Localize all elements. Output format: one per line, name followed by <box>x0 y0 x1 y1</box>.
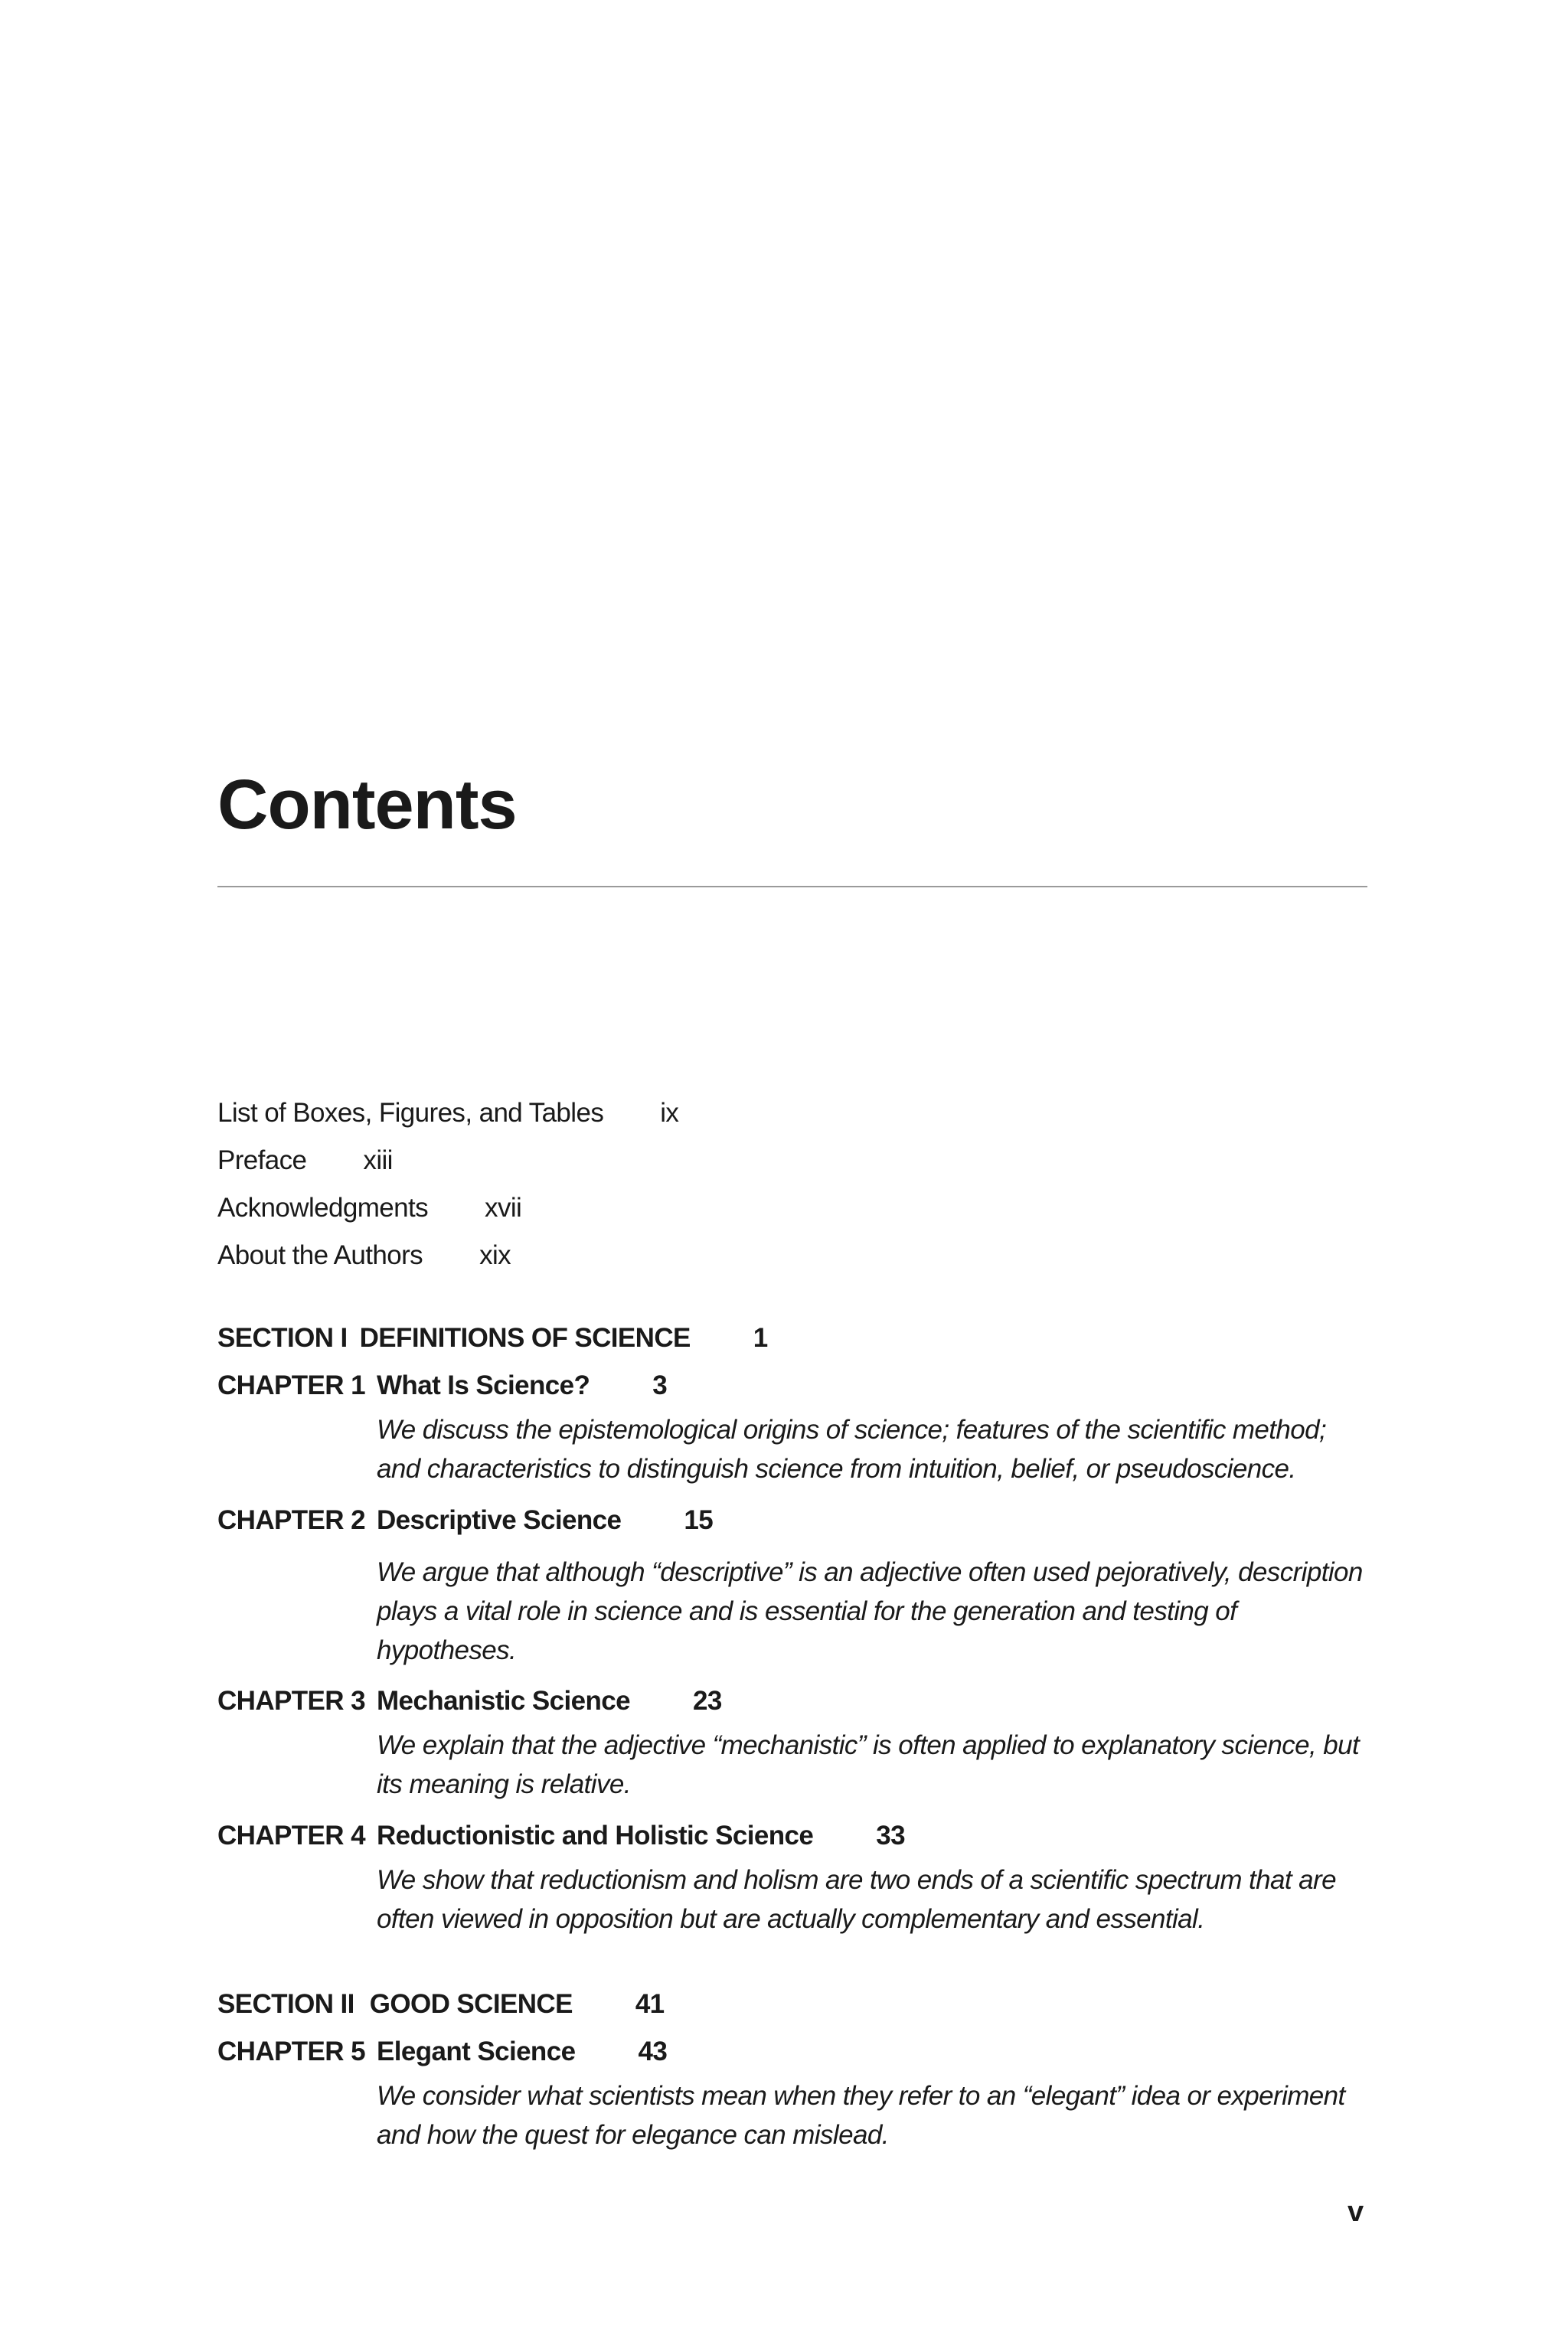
chapter-label: CHAPTER 3 <box>217 1686 365 1716</box>
toc-section-1[interactable] <box>217 1325 768 1351</box>
toc-entry-list-of-boxes[interactable] <box>217 1099 678 1126</box>
toc-entry-label: About the Authors <box>217 1240 423 1270</box>
chapter-title: Elegant Science <box>377 2037 576 2066</box>
toc-entry-page: ix <box>660 1098 679 1128</box>
toc-entry-label: Acknowledgments <box>217 1193 429 1223</box>
chapter-description: We argue that although “descriptive” is an adjective often used pejoratively, description plays a vital role in science and is essential for the generation and testing of hypotheses. <box>377 1557 1363 1665</box>
section-title: DEFINITIONS OF SCIENCE <box>359 1323 691 1353</box>
section-page: 1 <box>753 1323 768 1353</box>
toc-entry-page: xvii <box>485 1193 522 1223</box>
toc-entry-about-authors[interactable] <box>217 1242 511 1269</box>
section-label: SECTION I <box>217 1323 348 1353</box>
chapter-label: CHAPTER 4 <box>217 1821 365 1851</box>
chapter-title: Mechanistic Science <box>377 1686 630 1716</box>
chapter-page: 15 <box>684 1505 714 1535</box>
section-page: 41 <box>635 1989 665 2019</box>
toc-entry-preface[interactable] <box>217 1147 393 1174</box>
chapter-description: We consider what scientists mean when they refer to an “elegant” idea or experiment and how the quest for elegance can mislead. <box>377 2081 1345 2150</box>
page-title: Contents <box>217 766 517 844</box>
chapter-page: 23 <box>692 1686 722 1716</box>
chapter-title: Reductionistic and Holistic Science <box>377 1821 814 1851</box>
chapter-label: CHAPTER 2 <box>217 1505 365 1535</box>
toc-entry-label: Preface <box>217 1145 307 1175</box>
toc-entry-page: xiii <box>363 1145 393 1175</box>
toc-chapter-2[interactable] <box>217 1507 713 1534</box>
toc-chapter-3[interactable] <box>217 1687 722 1714</box>
toc-entry-page: xix <box>479 1240 511 1270</box>
toc-entry-label: List of Boxes, Figures, and Tables <box>217 1098 604 1128</box>
title-divider <box>217 886 1367 887</box>
chapter-page: 3 <box>652 1370 668 1400</box>
chapter-page: 43 <box>638 2037 668 2066</box>
chapter-label: CHAPTER 1 <box>217 1370 365 1400</box>
section-title: GOOD SCIENCE <box>369 1989 573 2019</box>
chapter-description: We discuss the epistemological origins of science; features of the scientific method; and characteristics to distinguish science from intuition, belief, or pseudoscience. <box>377 1415 1327 1484</box>
chapter-title: Descriptive Science <box>377 1505 622 1535</box>
chapter-label: CHAPTER 5 <box>217 2037 365 2066</box>
chapter-page: 33 <box>876 1821 905 1851</box>
toc-entry-acknowledgments[interactable] <box>217 1194 521 1221</box>
chapter-description: We show that reductionism and holism are two ends of a scientific spectrum that are often viewed in opposition but are actually complementary and essential. <box>377 1865 1336 1934</box>
chapter-title: What Is Science? <box>377 1370 590 1400</box>
chapter-description: We explain that the adjective “mechanistic” is often applied to explanatory science, but its meaning is relative. <box>377 1730 1360 1799</box>
toc-chapter-4[interactable] <box>217 1822 905 1849</box>
toc-chapter-1[interactable] <box>217 1372 667 1399</box>
toc-chapter-5[interactable] <box>217 2038 667 2065</box>
section-label: SECTION II <box>217 1989 354 2019</box>
toc-section-2[interactable] <box>217 1991 665 2017</box>
page-number: v <box>1348 2196 1364 2228</box>
